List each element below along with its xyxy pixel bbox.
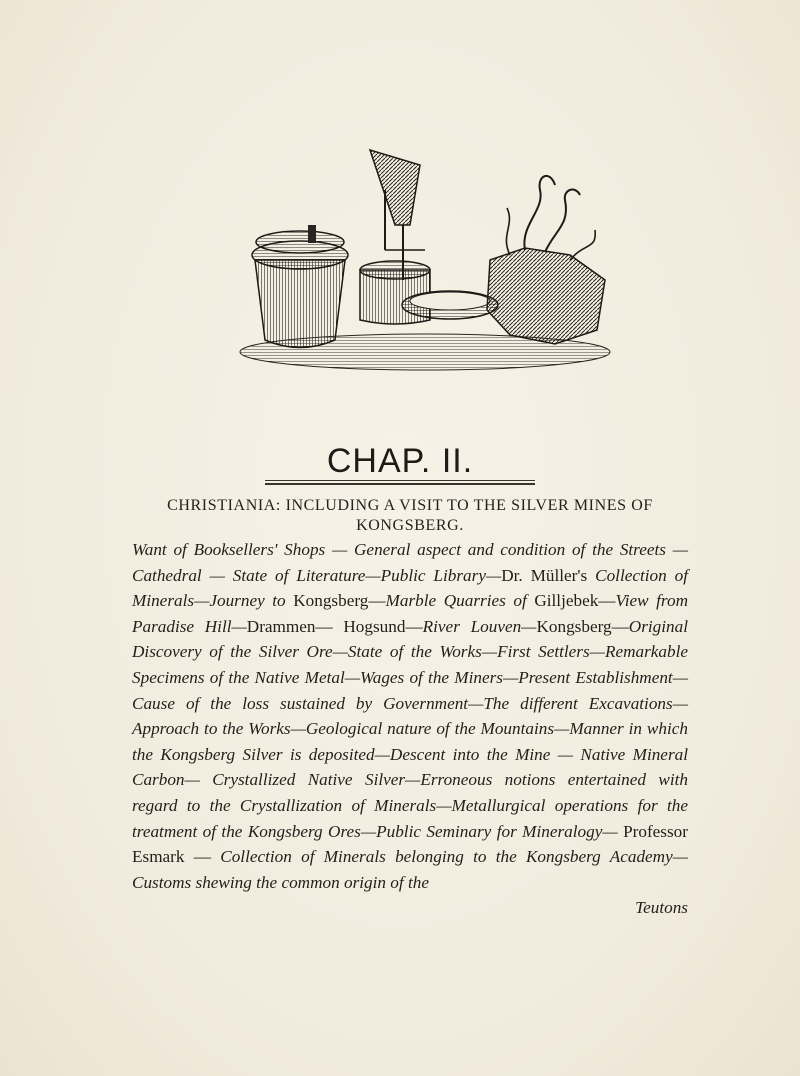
contents-segment: River Louven— [422, 616, 537, 636]
contents-segment: Professor Esmark — [132, 821, 688, 867]
contents-segment: Want of Booksellers' Shops — General aspect and condition of the Streets — Cathedral — State of Literature—Public Library— [132, 540, 688, 585]
chapter-contents-summary [132, 537, 688, 921]
contents-segment: Collection of Minerals—Journey to [132, 565, 688, 611]
chapter-heading-line1: CHRISTIANIA: INCLUDING A VISIT TO THE SILVER MINES OF [167, 497, 653, 514]
chapter-title: CHAP. II. [326, 442, 474, 480]
contents-segment: Collection of Minerals belonging to the Kongsberg Academy—Customs shewing the common origin of the [132, 847, 688, 892]
vignette-illustration [225, 130, 615, 390]
engraved-vignette [225, 130, 615, 390]
contents-segment: Original Discovery of the Silver Ore—State of the Works—First Settlers—Remarkable Specimens of the Native Metal—Wages of the Miners—Present Establishment—Cause of the loss sustained by Government—The different Excavations—Approach to the Works—Geological nature of the Mountains—Manner in which the Kongsberg Silver is deposited—Descent into the Mine — Native Mineral Carbon— Crystallized Native Silver—Erroneous notions entertained with regard to the Crystallization of Minerals—Metallurgical operations for the treatment of the Kongsberg Ores—Public Seminary for Mineralogy— [132, 616, 688, 841]
chapter-heading-line2: KONGSBERG. [356, 517, 464, 534]
contents-segment: Dr. Müller's [501, 565, 596, 585]
contents-last-word: Teutons [635, 898, 688, 918]
contents-segment: Drammen— Hogsund— [246, 616, 423, 636]
contents-segment: View from Paradise Hill— [132, 591, 688, 636]
chapter-heading [132, 496, 688, 536]
double-rule-divider [265, 480, 535, 485]
contents-segment: Kongsberg— [293, 591, 386, 611]
contents-segment: Kongsberg— [536, 616, 629, 636]
contents-segment: Marble Quarries of [385, 591, 535, 611]
contents-segment: Gilljebek— [534, 591, 616, 611]
